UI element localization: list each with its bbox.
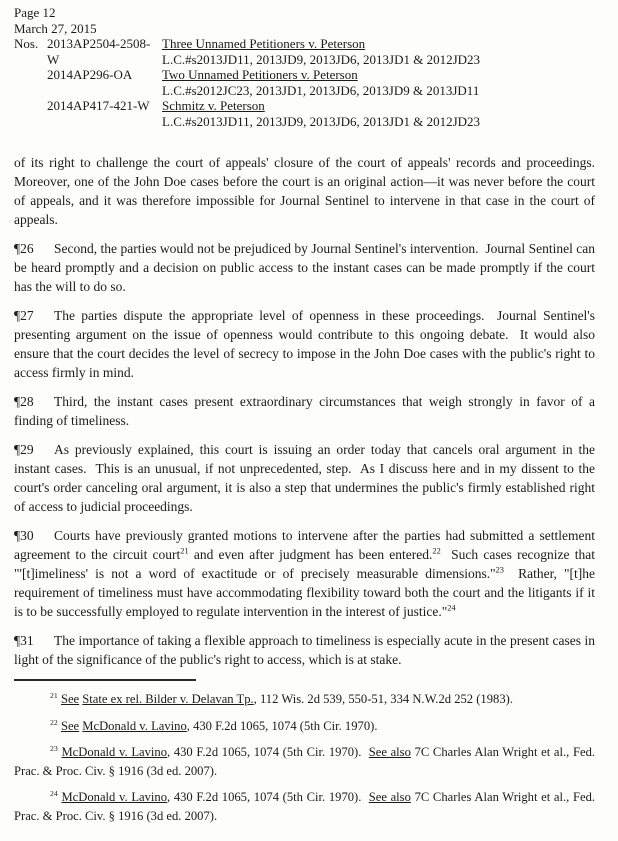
page-number: Page 12 xyxy=(14,5,56,20)
footnote-24 xyxy=(14,788,599,825)
case-detail xyxy=(162,98,595,129)
case-detail xyxy=(162,67,595,98)
case-lc-numbers: L.C.#s2012JC23, 2013JD1, 2013JD6, 2013JD9 & 2013JD11 xyxy=(162,82,480,98)
case-number: 2014AP296-OA xyxy=(47,67,133,82)
footnote-text: See McDonald v. Lavino, 430 F.2d 1065, 1074 (5th Cir. 1970). xyxy=(60,718,378,733)
case-name: Two Unnamed Petitioners v. Peterson xyxy=(162,67,358,82)
footnotes-section xyxy=(14,679,599,825)
footnote-21 xyxy=(14,690,595,709)
paragraph-marker: ¶28 xyxy=(14,394,34,409)
case-lc-numbers: L.C.#s2013JD11, 2013JD9, 2013JD6, 2013JD1 & 2012JD23 xyxy=(162,113,481,129)
footnote-text: See State ex rel. Bilder v. Delavan Tp., 112 Wis. 2d 539, 550-51, 334 N.W.2d 252 (1983). xyxy=(60,692,513,706)
footnote-list xyxy=(14,690,599,825)
paragraph-marker: ¶30 xyxy=(14,528,34,543)
case-number: 2013AP2504-2508-W xyxy=(47,36,151,67)
footnote-number: 22 xyxy=(50,717,58,727)
paragraph-marker: ¶26 xyxy=(14,241,34,256)
case-caption xyxy=(14,36,595,129)
case-number: 2014AP417-421-W xyxy=(47,98,150,113)
case-row xyxy=(47,98,595,129)
case-row xyxy=(47,36,595,67)
paragraph-text: As previously explained, this court is issuing an order today that cancels oral argument in the instant cases. This is an unusual, if not unprecedented, step. As I discuss here and in my dissent to the court's order canceling oral argument, it is also a step that undermines the public's firmly established right of access to judicial proceedings. xyxy=(14,442,599,514)
footnote-number: 24 xyxy=(50,788,58,798)
footnote-text: McDonald v. Lavino, 430 F.2d 1065, 1074 (5th Cir. 1970). See also 7C Charles Alan Wright et al., Fed. Prac. & Proc. Civ. § 1916 (3d ed. 2007). xyxy=(14,745,599,778)
footnote-separator xyxy=(14,679,196,681)
footnote-number: 21 xyxy=(50,690,58,700)
footnote-text: McDonald v. Lavino, 430 F.2d 1065, 1074 (5th Cir. 1970). See also 7C Charles Alan Wright et al., Fed. Prac. & Proc. Civ. § 1916 (3d ed. 2007). xyxy=(14,790,599,823)
paragraph-26 xyxy=(14,239,599,296)
paragraph-30 xyxy=(14,526,599,621)
paragraph-text: Third, the instant cases present extraordinary circumstances that weigh strongly in favor of a finding of timeliness. xyxy=(14,394,599,428)
nos-label: Nos. xyxy=(14,36,39,51)
paragraph-text: The parties dispute the appropriate level of openness in these proceedings. Journal Sentinel's presenting argument on the issue of openness would contribute to this ongoing debate. It would also ensure that the court decides the level of secrecy to impose in the John Doe cases with the public's right to access firmly in mind. xyxy=(14,308,599,380)
case-name: Three Unnamed Petitioners v. Peterson xyxy=(162,36,366,51)
document-date: March 27, 2015 xyxy=(14,20,97,36)
paragraph-continued xyxy=(14,153,602,229)
paragraph-text: Courts have previously granted motions to intervene after the parties had submitted a settlement agreement to the circuit court$^{21}$ and even after judgment has been entered.$^{22}$ Such cases recognize that "'[t]imeliness' is not a word of exactitude or of precisely measurable dimensions."$^{23}$ Rather, "[t]he requirement of timeliness must have accommodating flexibility toward both the court and the litigants if it is to be successfully employed to regulate intervention in the interest of justice."$^{24}$ xyxy=(14,528,599,619)
paragraph-marker: ¶31 xyxy=(14,633,34,648)
paragraph-text: The importance of taking a flexible approach to timeliness is especially acute in the present cases in light of the significance of the public's right to access, which is at stake. xyxy=(14,633,599,667)
paragraph-31 xyxy=(14,631,599,669)
paragraph-text: Second, the parties would not be prejudiced by Journal Sentinel's intervention. Journal Sentinel can be heard promptly and a decision on public access to the instant cases can be made promptly if the court has the will to do so. xyxy=(14,241,599,294)
paragraph-text: of its right to challenge the court of appeals' closure of the court of appeals' records and proceedings. Moreover, one of the John Doe cases before the court is an original action—it was never before the court of appeals, and it was therefore impossible for Journal Sentinel to intervene in that case in the court of appeals. xyxy=(14,155,602,227)
footnote-23 xyxy=(14,743,599,780)
case-lc-numbers: L.C.#s2013JD11, 2013JD9, 2013JD6, 2013JD1 & 2012JD23 xyxy=(162,51,481,67)
footnote-number: 23 xyxy=(50,743,58,753)
paragraph-27 xyxy=(14,306,599,382)
case-name: Schmitz v. Peterson xyxy=(162,98,265,113)
paragraph-29 xyxy=(14,440,599,516)
case-list xyxy=(47,36,595,129)
footnote-22 xyxy=(14,717,595,736)
document-header xyxy=(14,5,595,129)
case-detail xyxy=(162,36,595,67)
paragraph-28 xyxy=(14,392,599,430)
case-row xyxy=(47,67,595,98)
body-paragraphs xyxy=(14,153,602,669)
paragraph-marker: ¶27 xyxy=(14,308,34,323)
paragraph-marker: ¶29 xyxy=(14,442,34,457)
